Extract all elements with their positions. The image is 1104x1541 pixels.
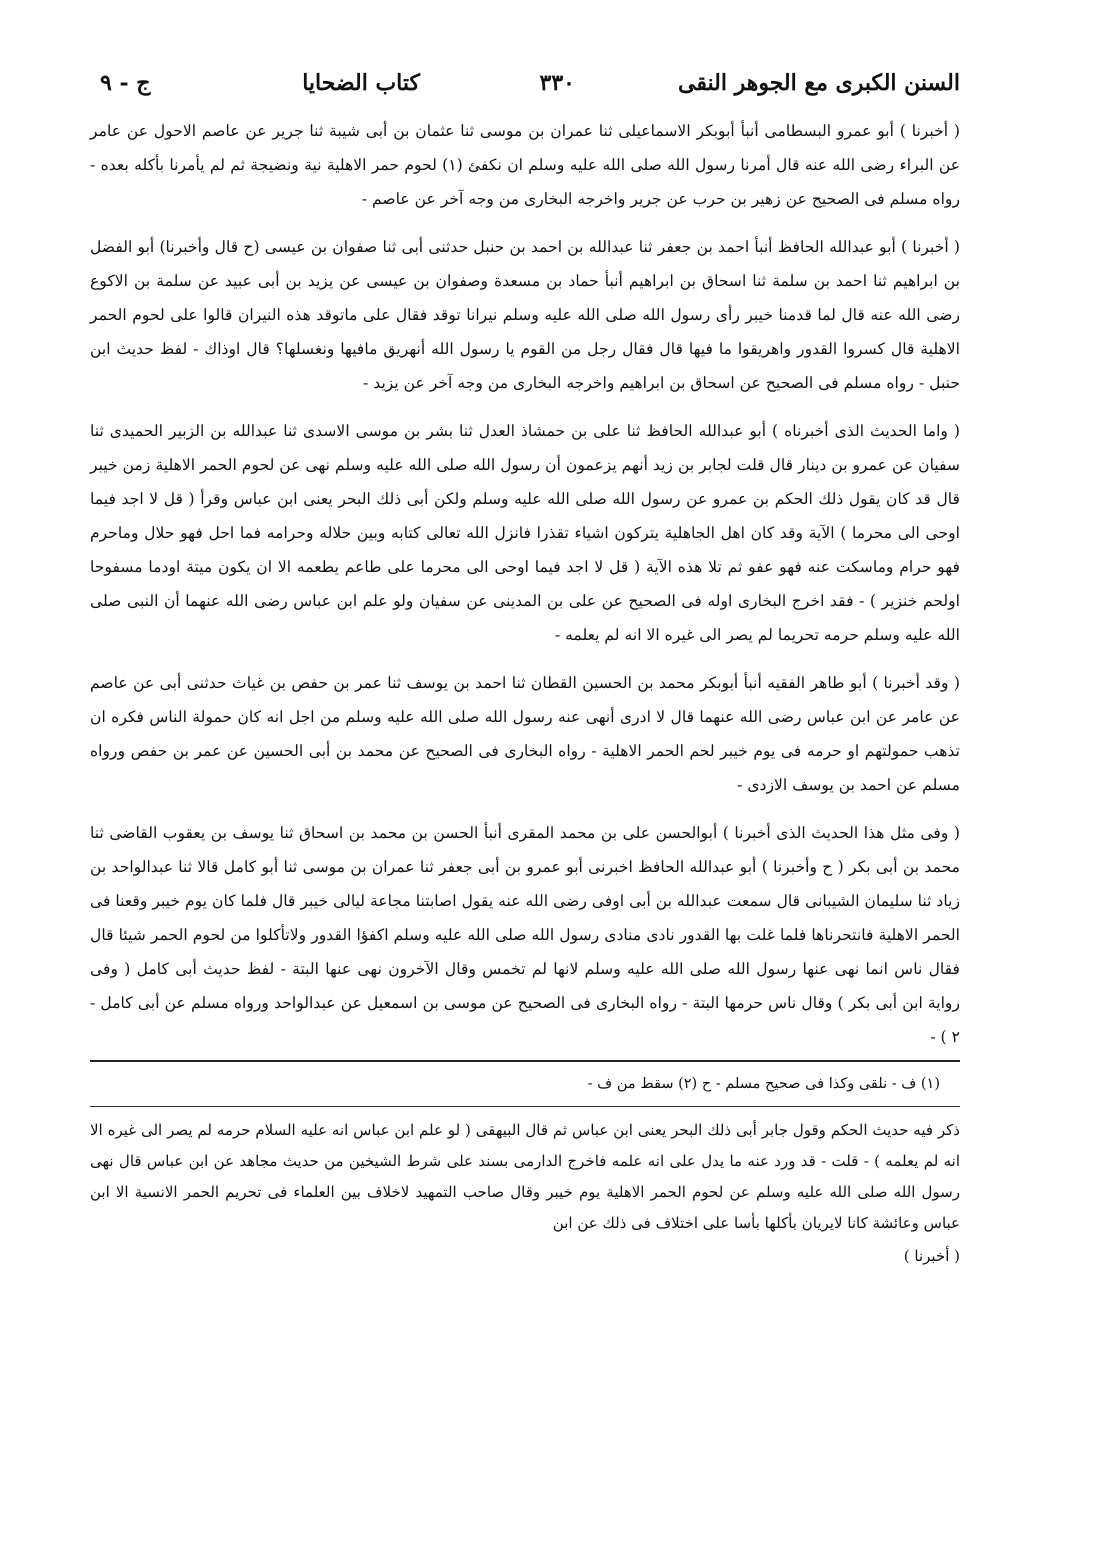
commentary-divider bbox=[90, 1106, 960, 1107]
page-number: ٣٣٠ bbox=[539, 70, 575, 96]
paragraph: ( واما الحديث الذى أخبرناه ) أبو عبدالله الحافظ ثنا على بن حمشاذ العدل ثنا بشر بن موسى الاسدى ثنا عبدالله بن الزبير الحميدى ثنا سفيان عن عمرو بن دينار قال قلت لجابر بن زيد أنهم يزعمون أن رسول الله صلى الله عليه وسلم نهى عن لحوم الحمر الاهلية زمن خيبر قال قد كان يقول ذلك الحكم بن عمرو عن رسول الله صلى الله عليه وسلم ولكن أبى ذلك البحر يعنى ابن عباس وقرأ ( قل لا اجد فيما اوحى الى محرما ) الآية وقد كان اهل الجاهلية يتركون اشياء تقذرا فانزل الله تعالى كتابه وبين حلاله وحرامه فما احل فهو حلال وماحرم فهو حرام وماسكت عنه فهو عفو ثم تلا هذه الآية ( قل لا اجد فيما اوحى الى محرما على طاعم يطعمه الا ان يكون ميتة اودما مسفوحا اولحم خنزير ) - فقد اخرج البخارى اوله فى الصحيح عن على بن المدينى عن سفيان ولو علم ابن عباس رضى الله عنهما أن النبى صلى الله عليه وسلم حرمه تحريما لم يصر الى غيره الا انه لم يعلمه - bbox=[90, 422, 960, 644]
running-title: السنن الكبرى مع الجوهر النقى bbox=[678, 70, 960, 96]
footnote-divider bbox=[90, 1060, 960, 1062]
paragraph: ( وفى مثل هذا الحديث الذى أخبرنا ) أبوالحسن على بن محمد المقرى أنبأ الحسن بن محمد بن اسحاق ثنا يوسف بن يعقوب القاضى ثنا محمد بن أبى بكر ( ح وأخبرنا ) أبو عبدالله الحافظ اخبرنى أبو عمرو بن أبى جعفر ثنا عمران بن موسى ثنا أبو كامل قالا ثنا عبدالواحد بن زياد ثنا سليمان الشيبانى قال سمعت عبدالله بن أبى اوفى رضى الله عنه يقول اصابتنا مجاعة ليالى خيبر قال فلما كان يوم خيبر وقعنا فى الحمر الاهلية فانتحرناها فلما غلت بها القدور نادى منادى رسول الله صلى الله عليه وسلم اكفؤا القدور ولاتأكلوا من لحوم الحمر شيئا قال فقال ناس انما نهى عنها رسول الله صلى الله عليه وسلم لانها لم تخمس وقال الآخرون نهى عنها البتة - لفظ حديث أبى كامل ( وفى رواية ابن أبى بكر ) وقال ناس حرمها البتة - رواه البخارى فى الصحيح عن موسى بن اسمعيل عن عبدالواحد ورواه مسلم عن أبى كامل - ٢ ) - bbox=[90, 824, 960, 1046]
commentary-paragraph: ذكر فيه حديث الحكم وقول جابر أبى ذلك البحر يعنى ابن عباس ثم قال البيهقى ( لو علم ابن عباس انه عليه السلام حرمه لم يصر الى غيره الا انه لم يعلمه ) - قلت - قد ورد عنه ما يدل على انه علمه فاخرج الدارمى بسند على شرط الشيخين من حديث مجاهد عن ابن عباس قال نهى رسول الله صلى الله عليه وسلم عن لحوم الحمر الاهلية يوم خيبر وقال صاحب التمهيد لاخلاف بين العلماء فى تحريم الحمر الانسية الا ابن عباس وعائشة كانا لايريان بأكلها بأسا على اختلاف فى ذلك عن ابن bbox=[90, 1121, 960, 1232]
paragraph: ( أخبرنا ) أبو عبدالله الحافظ أنبأ احمد بن جعفر ثنا عبدالله بن احمد بن حنبل حدثنى أبى ثنا صفوان بن عيسى (ح قال وأخبرنا) أبو الفضل بن ابراهيم ثنا احمد بن سلمة ثنا اسحاق بن ابراهيم أنبأ حماد بن مسعدة وصفوان بن عيسى عن يزيد بن أبى عبيد عن سلمة بن الاكوع رضى الله عنه قال لما قدمنا خيبر رأى رسول الله صلى الله عليه وسلم نيرانا توقد فقال على ماتوقد هذه النيران قالوا على لحوم الحمر الاهلية قال كسروا القدور واهريقوا ما فيها قال فقال رجل من القوم يا رسول الله أنهريق مافيها ونغسلها؟ قال اوذاك - لفظ حديث ابن حنبل - رواه مسلم فى الصحيح عن اسحاق بن ابراهيم واخرجه البخارى من وجه آخر عن يزيد - bbox=[90, 238, 960, 392]
page-header bbox=[90, 70, 960, 114]
volume-number: ج - ٩ bbox=[100, 70, 151, 96]
book-title: كتاب الضحايا bbox=[302, 70, 420, 96]
commentary-continuation: ( أخبرنا ) bbox=[903, 1247, 960, 1265]
main-text bbox=[90, 114, 960, 1054]
footnote: (١) ف - نلقى وكذا فى صحيح مسلم - ح (٢) سقط من ف - bbox=[587, 1076, 940, 1092]
commentary-section bbox=[90, 1115, 960, 1272]
paragraph: ( وقد أخبرنا ) أبو طاهر الفقيه أنبأ أبوبكر محمد بن الحسين القطان ثنا احمد بن يوسف ثنا عمر بن حفص بن غياث حدثنى أبى عن عاصم عن عامر عن ابن عباس رضى الله عنهما قال لا ادرى أنهى عنه رسول الله صلى الله عليه وسلم من اجل انه كان حمولة الناس فكره ان تذهب حمولتهم او حرمه فى يوم خيبر لحم الحمر الاهلية - رواه البخارى فى الصحيح عن محمد بن أبى الحسين عن عمر بن حفص ورواه مسلم عن احمد بن يوسف الازدى - bbox=[90, 674, 960, 794]
page bbox=[90, 70, 960, 1272]
paragraph: ( أخبرنا ) أبو عمرو البسطامى أنبأ أبوبكر الاسماعيلى ثنا عمران بن موسى ثنا عثمان بن أبى شيبة ثنا جرير عن عاصم الاحول عن عامر عن البراء رضى الله عنه قال أمرنا رسول الله صلى الله عليه وسلم ان نكفئ (١) لحوم حمر الاهلية نية ونضيجة ثم لم يأمرنا بأكله بعده - رواه مسلم فى الصحيح عن زهير بن حرب عن جرير واخرجه البخارى من وجه آخر عن عاصم - bbox=[90, 122, 961, 208]
